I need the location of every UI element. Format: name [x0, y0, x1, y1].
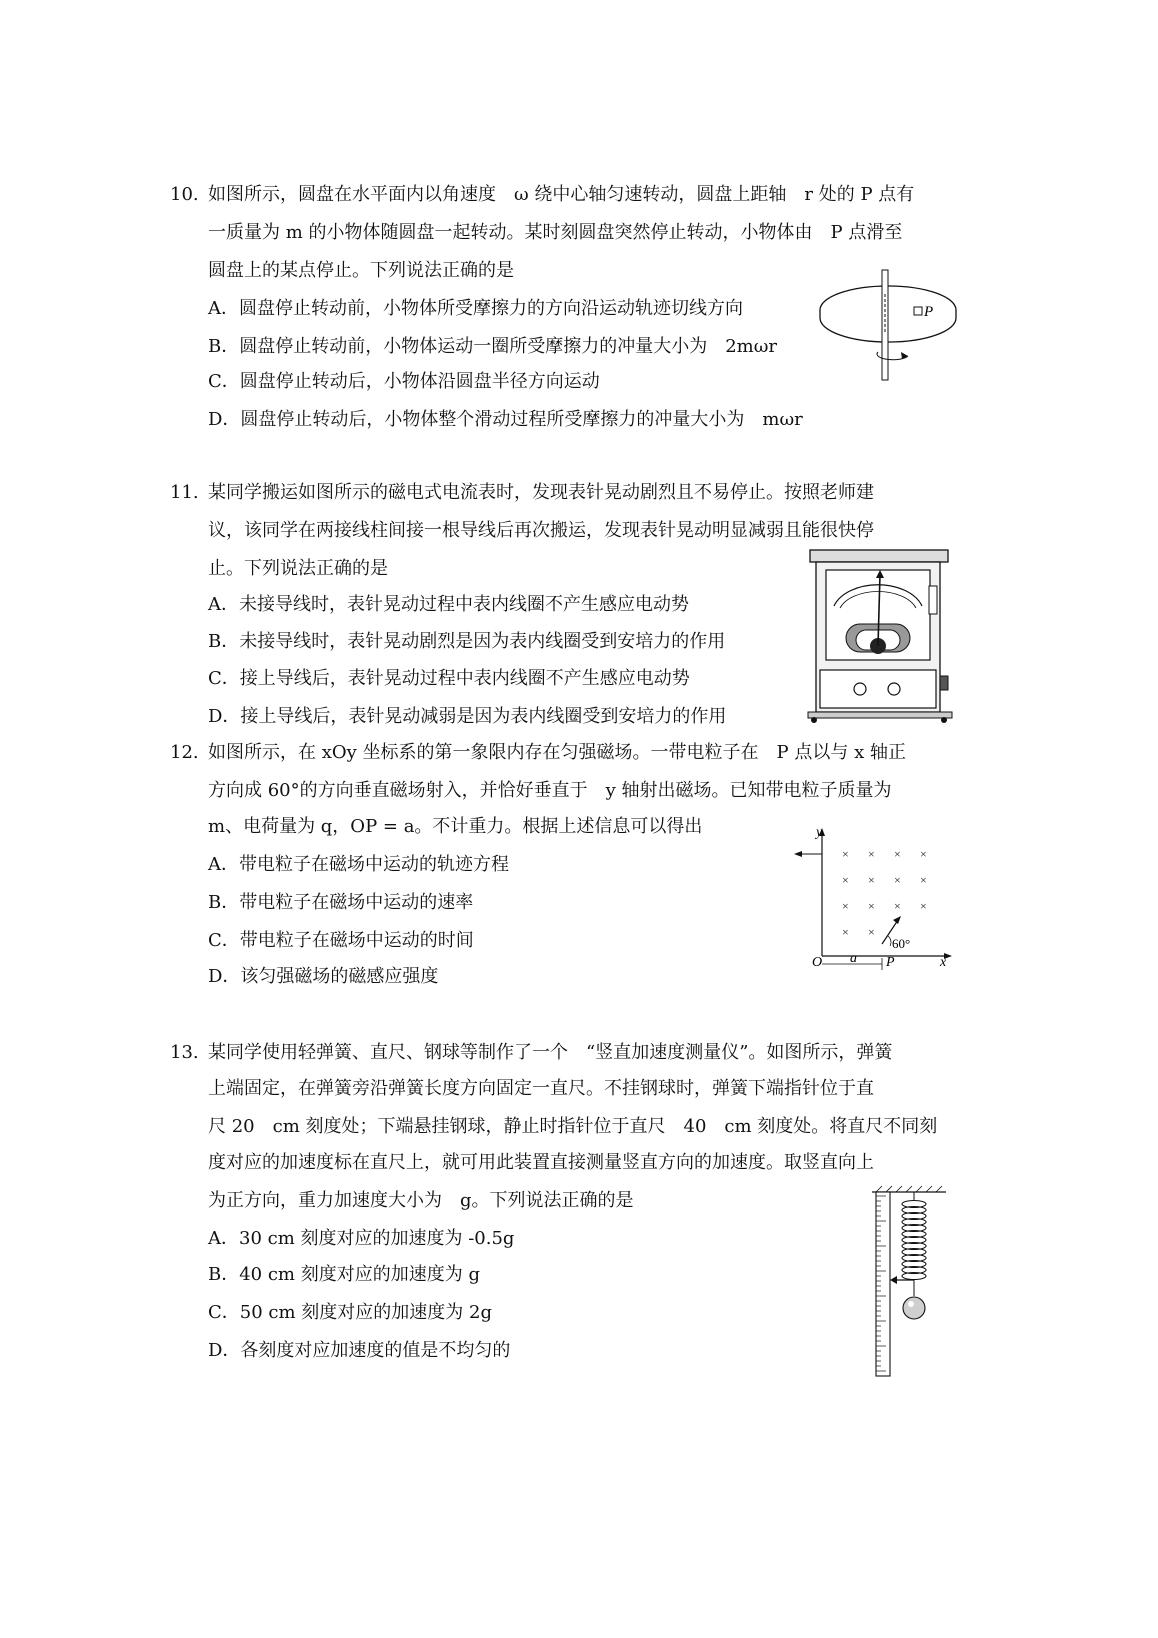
question-number: 13.	[170, 1042, 199, 1063]
svg-text:×: ×	[920, 899, 927, 913]
question-stem-line: 议，该同学在两接线柱间接一根导线后再次搬运，发现表针晃动明显减弱且能很快停	[208, 520, 874, 541]
svg-text:×: ×	[920, 847, 927, 861]
figure-label-p: P	[924, 304, 934, 320]
option-d: D．各刻度对应加速度的值是不均匀的	[208, 1340, 511, 1361]
axis-label-y: y	[816, 825, 823, 840]
question-stem-line: 为正方向，重力加速度大小为 g。下列说法正确的是	[208, 1190, 634, 1211]
option-c: C．带电粒子在磁场中运动的时间	[208, 930, 474, 951]
question-stem-line: 某同学使用轻弹簧、直尺、钢球等制作了一个 “竖直加速度测量仪”。如图所示，弹簧	[208, 1042, 893, 1063]
option-d: D．接上导线后，表针晃动减弱是因为表内线圈受到安培力的作用	[208, 706, 727, 727]
svg-text:×: ×	[842, 899, 849, 913]
svg-text:×: ×	[920, 873, 927, 887]
svg-text:×: ×	[868, 847, 875, 861]
question-stem-line: 如图所示，在 xOy 坐标系的第一象限内存在匀强磁场。一带电粒子在 P 点以与 x 轴正	[208, 742, 906, 763]
segment-label-a: a	[850, 951, 857, 966]
svg-text:×: ×	[894, 847, 901, 861]
question-number: 10.	[170, 184, 199, 205]
rotating-disk-figure	[812, 266, 964, 384]
option-a: A．带电粒子在磁场中运动的轨迹方程	[208, 854, 509, 875]
option-b: B．40 cm 刻度对应的加速度为 g	[208, 1264, 480, 1285]
question-stem-line: 止。下列说法正确的是	[208, 558, 388, 579]
question-stem-line: 上端固定，在弹簧旁沿弹簧长度方向固定一直尺。不挂钢球时，弹簧下端指针位于直	[208, 1078, 874, 1099]
svg-text:×: ×	[894, 899, 901, 913]
option-c: C．圆盘停止转动后，小物体沿圆盘半径方向运动	[208, 371, 600, 392]
svg-text:×: ×	[868, 873, 875, 887]
question-stem-line: 度对应的加速度标在直尺上，就可用此装置直接测量竖直方向的加速度。取竖直向上	[208, 1152, 874, 1173]
spring-accelerometer-figure	[866, 1184, 952, 1380]
axis-label-x: x	[940, 955, 947, 970]
point-label-p: P	[886, 955, 895, 970]
option-b: B．圆盘停止转动前，小物体运动一圈所受摩擦力的冲量大小为 2mωr	[208, 336, 778, 357]
svg-text:×: ×	[868, 925, 875, 939]
question-stem-line: 一质量为 m 的小物体随圆盘一起转动。某时刻圆盘突然停止转动，小物体由 P 点滑至	[208, 222, 903, 243]
option-c: C．50 cm 刻度对应的加速度为 2g	[208, 1302, 492, 1323]
question-stem-line: 圆盘上的某点停止。下列说法正确的是	[208, 260, 514, 281]
option-b: B．未接导线时，表针晃动剧烈是因为表内线圈受到安培力的作用	[208, 631, 726, 652]
option-c: C．接上导线后，表针晃动过程中表内线圈不产生感应电动势	[208, 668, 690, 689]
option-a: A．30 cm 刻度对应的加速度为 -0.5g	[208, 1228, 515, 1249]
ammeter-figure	[804, 546, 956, 724]
question-number: 11.	[170, 482, 199, 503]
question-stem-line: 尺 20 cm 刻度处；下端悬挂钢球，静止时指针位于直尺 40 cm 刻度处。将直尺不同刻	[208, 1116, 938, 1137]
option-a: A．未接导线时，表针晃动过程中表内线圈不产生感应电动势	[208, 594, 689, 615]
svg-text:×: ×	[842, 873, 849, 887]
option-d: D．圆盘停止转动后，小物体整个滑动过程所受摩擦力的冲量大小为 mωr	[208, 409, 803, 430]
question-stem-line: 某同学搬运如图所示的磁电式电流表时，发现表针晃动剧烈且不易停止。按照老师建	[208, 482, 874, 503]
question-stem-line: m、电荷量为 q，OP = a。不计重力。根据上述信息可以得出	[208, 816, 703, 837]
svg-text:×: ×	[868, 899, 875, 913]
question-stem-line: 方向成 60°的方向垂直磁场射入，并恰好垂直于 y 轴射出磁场。已知带电粒子质量为	[208, 780, 892, 801]
magnetic-field-figure	[790, 822, 956, 972]
option-d: D．该匀强磁场的磁感应强度	[208, 966, 439, 987]
option-a: A．圆盘停止转动前，小物体所受摩擦力的方向沿运动轨迹切线方向	[208, 298, 743, 319]
svg-text:×: ×	[842, 925, 849, 939]
question-number: 12.	[170, 742, 199, 763]
option-b: B．带电粒子在磁场中运动的速率	[208, 892, 474, 913]
svg-text:×: ×	[842, 847, 849, 861]
origin-label: O	[812, 955, 823, 970]
svg-text:×: ×	[894, 873, 901, 887]
question-stem-line: 如图所示，圆盘在水平面内以角速度 ω 绕中心轴匀速转动，圆盘上距轴 r 处的 P 点有	[208, 184, 915, 205]
angle-label: 60°	[892, 936, 911, 951]
